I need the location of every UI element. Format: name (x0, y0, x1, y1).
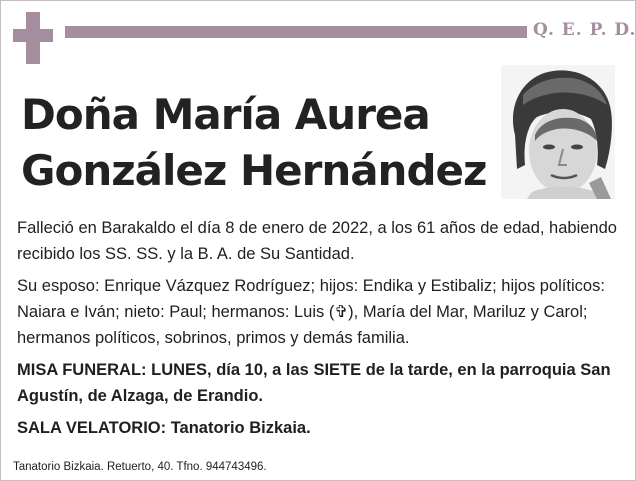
portrait-photo (501, 65, 615, 199)
wake-room-paragraph: SALA VELATORIO: Tanatorio Bizkaia. (17, 419, 311, 437)
name-line-2: González Hernández (21, 146, 487, 195)
death-notice-paragraph: Falleció en Barakaldo el día 8 de enero de 2022, a los 61 años de edad, habiendo recibido los SS. SS. y la B. A. de Su Santidad. (17, 219, 617, 263)
family-paragraph: Su esposo: Enrique Vázquez Rodríguez; hijos: Endika y Estibaliz; hijos políticos: Naiara e Iván; nieto: Paul; hermanos: Luis (✞), María del Mar, Mariluz y Carol; hermanos políticos, sobrinos, primos y demás familia. (17, 277, 605, 347)
qepd-label: Q. E. P. D. (533, 20, 636, 40)
cross-icon (13, 12, 53, 64)
funeral-home-contact: Tanatorio Bizkaia. Retuerto, 40. Tfno. 944743496. (13, 461, 267, 473)
funeral-mass-paragraph: MISA FUNERAL: LUNES, día 10, a las SIETE de la tarde, en la parroquia San Agustín, de Alzaga, de Erandio. (17, 361, 611, 405)
deceased-name (21, 87, 491, 199)
portrait-image (501, 65, 615, 199)
name-line-1: Doña María Aurea (21, 90, 430, 139)
obituary-body (17, 215, 617, 447)
header-rule (65, 26, 527, 38)
